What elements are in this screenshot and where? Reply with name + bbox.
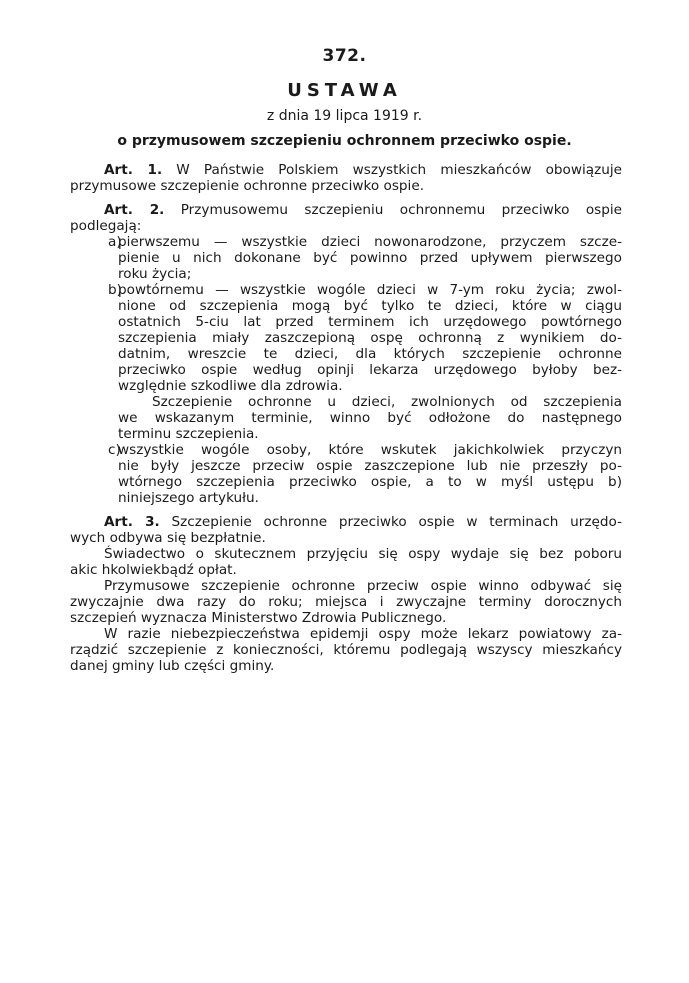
list-item-line: pienie u nich dokonane być powinno przed upływem pierwszego [118,250,622,266]
article-1-text: W Państwie Polskiem wszystkich mieszkańców obowiązuje [176,162,622,178]
document-title: USTAWA [287,80,402,101]
list-item-b-paragraph [70,394,622,442]
paragraph-line: Szczepienie ochronne u dzieci, zwolnionych od szczepienia [152,394,622,410]
list-item-line: ostatnich 5-ciu lat przed terminem ich urzędowego powtórnego [118,314,622,330]
article-1-line [70,162,622,178]
article-3-line [70,514,622,530]
list-item-line: datnim, wreszcie te dzieci, dla których szczepienie ochronne [118,346,622,362]
article-1-label: Art. 1. [104,162,163,178]
article-3-line: wych odbywa się bezpłatnie. [70,530,266,546]
article-2-line [70,202,622,218]
list-item-line: wszystkie wogóle osoby, które wskutek jakichkolwiek przyczyn [118,442,622,458]
paragraph-line: akic hkolwiekbądź opłat. [70,562,237,578]
article-2 [70,202,622,506]
list-item-line: szczepienia miały zaszczepioną ospę ochronną z wynikiem do- [118,330,622,346]
paragraph-line: Przymusowe szczepienie ochronne przeciw ospie winno odbywać się [104,578,622,594]
list-item-marker: c) [108,442,121,458]
paragraph-line: szczepień wyznacza Ministerstwo Zdrowia Publicznego. [70,610,447,626]
paragraph-line: we wskazanym terminie, winno być odłożone do następnego [118,410,622,426]
paragraph-line: zwyczajnie dwa razy do roku; miejsca i zwyczajne terminy dorocznych [70,594,622,610]
paragraph-line: rządzić szczepienie z konieczności, któremu podlegają wszyscy mieszkańcy [70,642,622,658]
list-item-line: pierwszemu — wszystkie dzieci nowonarodzone, przyczem szcze- [118,234,622,250]
list-item-line: nione od szczepienia mogą być tylko te dzieci, które w ciągu [118,298,622,314]
article-3-text: Szczepienie ochronne przeciwko ospie w terminach urzędo- [171,514,622,530]
list-item-line: nie były jeszcze przeciw ospie zaszczepione lub nie przeszły po- [118,458,622,474]
paragraph-line: W razie niebezpieczeństwa epidemji ospy może lekarz powiatowy za- [104,626,622,642]
paragraph-line: Świadectwo o skutecznem przyjęciu się ospy wydaje się bez poboru [104,546,622,562]
paragraph-line: terminu szczepienia. [118,426,259,442]
list-item-line: względnie szkodliwe dla zdrowia. [118,378,343,394]
article-1 [70,162,622,194]
document-subject: o przymusowem szczepieniu ochronnem przeciwko ospie. [117,133,572,149]
list-item-c [70,442,622,506]
page-number: 372. [322,46,367,66]
article-2-line: podlegają: [70,218,142,234]
list-item-b [70,282,622,394]
list-item-line: wtórnego szczepienia przeciwko ospie, a to w myśl ustępu b) [118,474,622,490]
article-3-label: Art. 3. [104,514,160,530]
list-item-marker: a) [108,234,122,250]
paragraph-line: danej gminy lub części gminy. [70,658,275,674]
article-3 [70,514,622,674]
document-date: z dnia 19 lipca 1919 r. [266,108,423,124]
list-item-marker: b) [108,282,122,298]
list-item-line: niniejszego artykułu. [118,490,259,506]
list-item-line: powtórnemu — wszystkie wogóle dzieci w 7-ym roku życia; zwol- [118,282,622,298]
article-1-line: przymusowe szczepienie ochronne przeciwko ospie. [70,178,425,194]
document-body [70,162,622,674]
article-2-label: Art. 2. [104,202,165,218]
list-item-line: roku życia; [118,266,192,282]
list-item-line: przeciwko ospie według opinji lekarza urzędowego byłoby bez- [118,362,622,378]
list-item-a [70,234,622,282]
article-2-text: Przymusowemu szczepieniu ochronnemu przeciwko ospie [180,202,622,218]
